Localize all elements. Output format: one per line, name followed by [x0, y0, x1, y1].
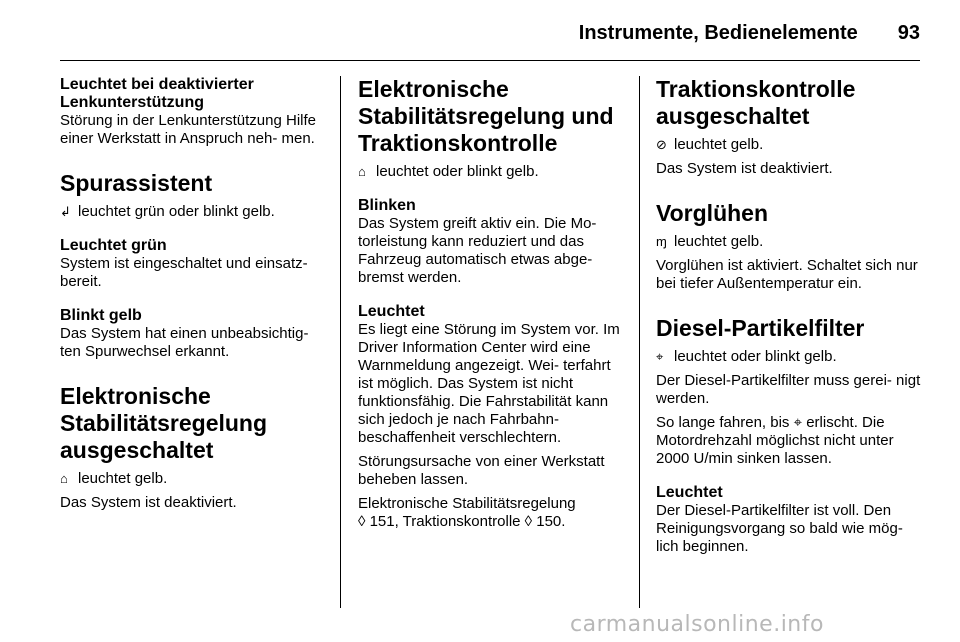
- heading-blinken: Blinken: [358, 197, 416, 214]
- heading-esp-traktion: Elektronische Stabilitätsregelung und Traktionskontrolle: [358, 76, 614, 156]
- heading-blinkt-gelb: Blinkt gelb: [60, 307, 142, 324]
- page-header: [60, 16, 920, 50]
- text-traktion-deaktiviert: Das System ist deaktiviert.: [656, 160, 833, 177]
- glow-plug-icon: ɱ: [656, 234, 667, 249]
- heading-spurassistent: Spurassistent: [60, 170, 213, 196]
- text-reference-1: Elektronische Stabilitätsregelung: [358, 495, 576, 512]
- heading-diesel-partikelfilter: Diesel-Partikelfilter: [656, 315, 865, 341]
- text-dpf-fahren: So lange fahren, bis ⌖ erlischt. Die Motordrehzahl möglichst nicht unter 2000 U/min sinken lassen.: [656, 414, 894, 467]
- heading-vorgluehen: Vorglühen: [656, 200, 769, 226]
- column-3: [656, 76, 926, 556]
- text-reference-2: ◊ 151, Traktionskontrolle ◊ 150.: [358, 513, 566, 530]
- column-1: [60, 76, 326, 512]
- text-spurassistent: ↲ leuchtet grün oder blinkt gelb.: [60, 203, 275, 220]
- heading-leuchtet: Leuchtet: [358, 303, 425, 320]
- heading-traktion-aus: Traktionskontrolle ausgeschaltet: [656, 76, 856, 129]
- particulate-filter-icon: ⌖: [656, 349, 664, 364]
- traction-off-icon: ⊘: [656, 137, 667, 152]
- text-esp-icon-line: ⌂ leuchtet gelb.: [60, 470, 168, 487]
- esp-off-icon: ⌂: [60, 471, 68, 486]
- column-2: [358, 76, 626, 531]
- column-divider-1: [340, 76, 341, 608]
- text-dpf-leuchtet: Der Diesel-Partikelfilter ist voll. Den Reinigungsvorgang so bald wie mög- lich beginnen.: [656, 502, 903, 555]
- header-divider: [60, 60, 920, 61]
- page-number: 93: [897, 21, 920, 44]
- section-title: Instrumente, Bedienelemente: [578, 21, 858, 44]
- watermark: carmanualsonline.info: [570, 612, 824, 637]
- esp-icon: ⌂: [358, 164, 366, 179]
- text-lenkunterstuetzung: Störung in der Lenkunterstützung Hilfe einer Werkstatt in Anspruch neh- men.: [60, 112, 316, 147]
- text-blinken: Das System greift aktiv ein. Die Mo- torleistung kann reduziert und das Fahrzeug automatisch etwas abge- bremst werden.: [358, 215, 597, 286]
- text-leuchtet-gruen: System ist eingeschaltet und einsatz- bereit.: [60, 255, 308, 290]
- heading-dpf-leuchtet: Leuchtet: [656, 484, 723, 501]
- text-traktion-icon-line: ⊘ leuchtet gelb.: [656, 136, 764, 153]
- text-esp-deaktiviert: Das System ist deaktiviert.: [60, 494, 237, 511]
- heading-esp-ausgeschaltet: Elektronische Stabilitätsregelung ausgeschaltet: [60, 383, 268, 463]
- lane-assist-icon: ↲: [60, 204, 71, 219]
- heading-lenkunterstuetzung: Leuchtet bei deaktivierter Lenkunterstützung: [60, 76, 254, 111]
- text-dpf-icon-line: ⌖ leuchtet oder blinkt gelb.: [656, 348, 837, 365]
- text-leuchtet: Es liegt eine Störung im System vor. Im Driver Information Center wird eine Warnmeldung angezeigt. Wei- terfahrt ist möglich. Das System ist nicht funktionsfähig. Die Fahrstabilität kann sich jedoch je nach Fahrbahn- beschaffenheit verschlechtern.: [358, 321, 620, 446]
- text-blinkt-gelb: Das System hat einen unbeabsichtig- ten Spurwechsel erkannt.: [60, 325, 309, 360]
- text-esp-traktion: ⌂ leuchtet oder blinkt gelb.: [358, 163, 539, 180]
- column-divider-2: [639, 76, 640, 608]
- text-vorgluehen-icon-line: ɱ leuchtet gelb.: [656, 233, 764, 250]
- text-dpf-reinigen: Der Diesel-Partikelfilter muss gerei- nigt werden.: [656, 372, 921, 407]
- heading-leuchtet-gruen: Leuchtet grün: [60, 237, 167, 254]
- text-vorgluehen: Vorglühen ist aktiviert. Schaltet sich nur bei tiefer Außentemperatur ein.: [656, 257, 918, 292]
- text-stoerungsursache: Störungsursache von einer Werkstatt beheben lassen.: [358, 453, 605, 488]
